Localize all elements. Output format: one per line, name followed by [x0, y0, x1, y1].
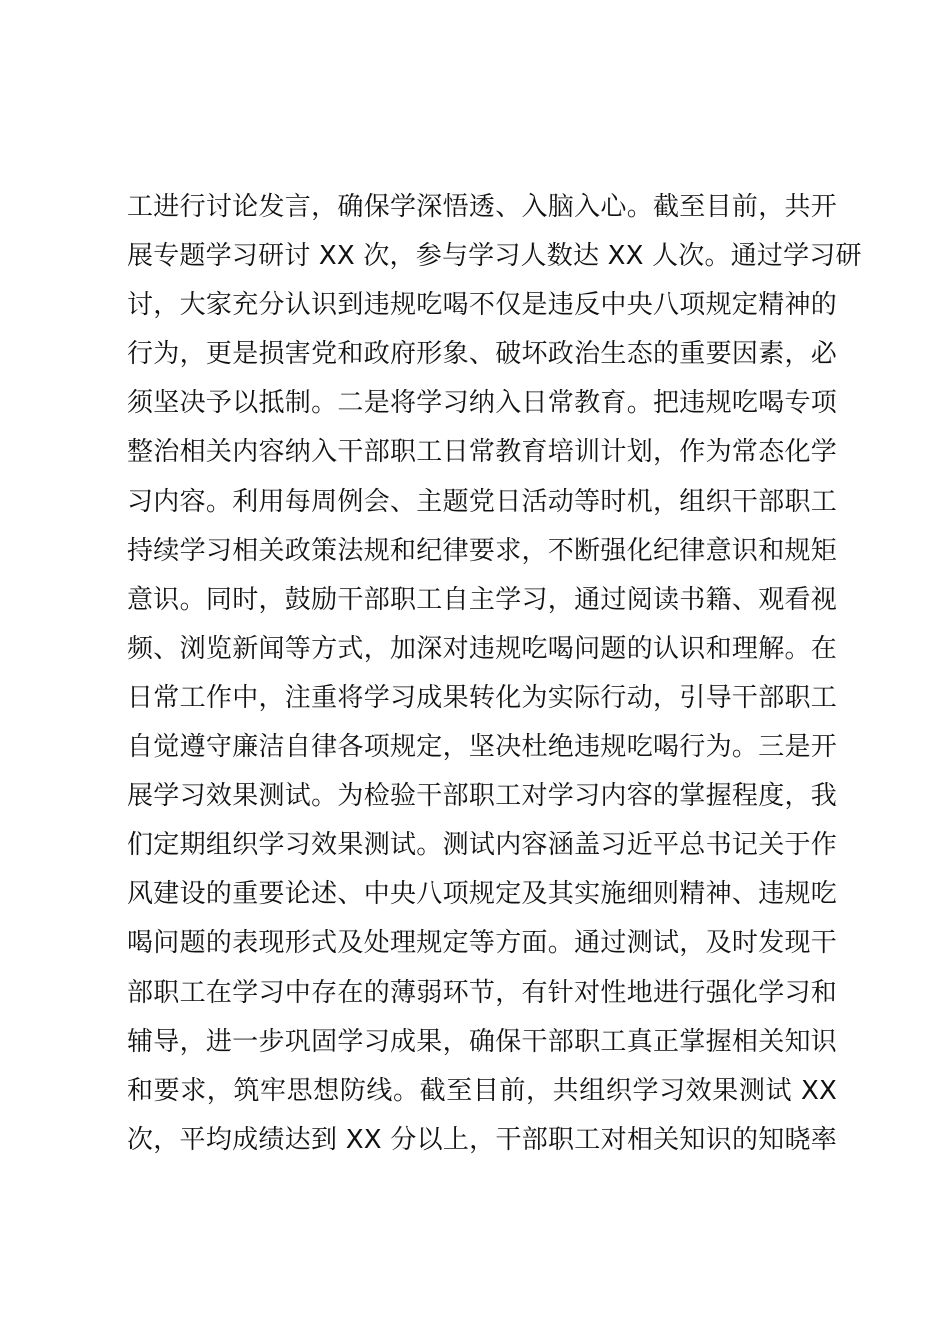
text-line-14: 们定期组织学习效果测试。测试内容涵盖习近平总书记关于作 — [127, 830, 837, 861]
text-line-9: 意识。同时，鼓励干部职工自主学习，通过阅读书籍、观看视 — [127, 584, 837, 615]
text-line-11: 日常工作中，注重将学习成果转化为实际行动，引导干部职工 — [127, 682, 837, 713]
text-line-15: 风建设的重要论述、中央八项规定及其实施细则精神、违规吃 — [127, 879, 837, 910]
text-line-3: 讨，大家充分认识到违规吃喝不仅是违反中央八项规定精神的 — [127, 290, 837, 321]
text-line-6: 整治相关内容纳入干部职工日常教育培训计划，作为常态化学 — [127, 437, 837, 468]
text-line-12: 自觉遵守廉洁自律各项规定，坚决杜绝违规吃喝行为。三是开 — [127, 732, 837, 763]
text-line-10: 频、浏览新闻等方式，加深对违规吃喝问题的认识和理解。在 — [127, 633, 837, 664]
text-line-20: 次，平均成绩达到 XX 分以上，干部职工对相关知识的知晓率 — [127, 1124, 837, 1155]
text-line-4: 行为，更是损害党和政府形象、破坏政治生态的重要因素，必 — [127, 339, 837, 370]
text-line-5: 须坚决予以抵制。二是将学习纳入日常教育。把违规吃喝专项 — [127, 388, 837, 419]
text-line-16: 喝问题的表现形式及处理规定等方面。通过测试，及时发现干 — [127, 928, 837, 959]
text-line-7: 习内容。利用每周例会、主题党日活动等时机，组织干部职工 — [127, 486, 837, 517]
text-line-17: 部职工在学习中存在的薄弱环节，有针对性地进行强化学习和 — [127, 977, 837, 1008]
text-line-2: 展专题学习研讨 XX 次，参与学习人数达 XX 人次。通过学习研 — [127, 241, 862, 272]
text-line-13: 展学习效果测试。为检验干部职工对学习内容的掌握程度，我 — [127, 781, 837, 812]
text-line-1: 工进行讨论发言，确保学深悟透、入脑入心。截至目前，共开 — [127, 192, 837, 222]
text-line-8: 持续学习相关政策法规和纪律要求，不断强化纪律意识和规矩 — [127, 535, 837, 566]
body-paragraph — [127, 183, 862, 1165]
text-line-19: 和要求，筑牢思想防线。截至目前，共组织学习效果测试 XX — [127, 1075, 837, 1106]
text-line-18: 辅导，进一步巩固学习成果，确保干部职工真正掌握相关知识 — [127, 1026, 837, 1057]
